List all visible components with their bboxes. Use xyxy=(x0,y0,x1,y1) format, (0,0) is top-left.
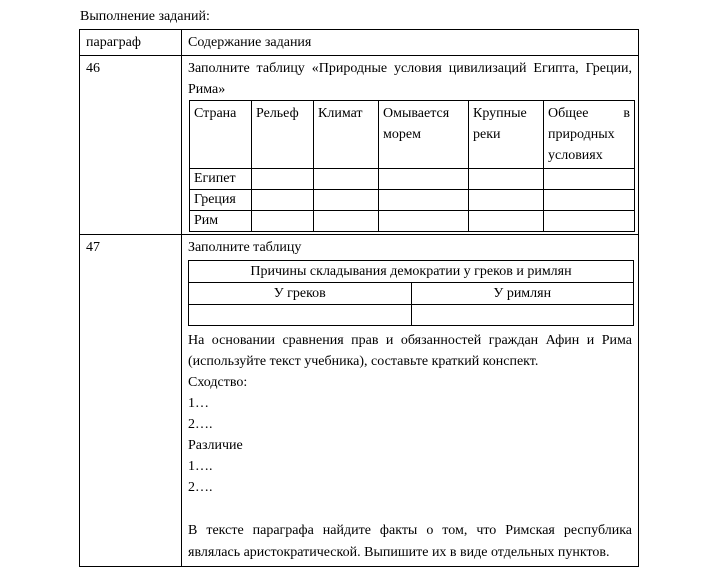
col-country: Страна xyxy=(190,101,252,169)
paragraph-number-46: 46 xyxy=(80,56,182,235)
democracy-table xyxy=(188,260,634,326)
col-romans: У римлян xyxy=(411,283,634,305)
country-row-greece xyxy=(190,190,635,211)
similarity-item: 1… xyxy=(188,396,209,411)
header-row xyxy=(80,30,639,56)
task-content-46 xyxy=(182,56,639,235)
cell[interactable] xyxy=(544,211,635,232)
democracy-title-row xyxy=(189,261,634,283)
cell[interactable] xyxy=(411,305,634,326)
cell[interactable] xyxy=(379,169,469,190)
cell[interactable] xyxy=(252,169,314,190)
democracy-table-title: Причины складывания демократии у греков и римлян xyxy=(189,261,634,283)
nature-conditions-table xyxy=(189,100,635,232)
cell[interactable] xyxy=(469,169,544,190)
cell[interactable] xyxy=(544,169,635,190)
similarity-label: Сходство: xyxy=(188,375,248,390)
task-47-paragraph-facts: В тексте параграфа найдите факты о том, что Римская республика являлась аристократической. Выпишите их в виде отдельных пунктов. xyxy=(188,523,632,560)
cell[interactable] xyxy=(252,190,314,211)
header-paragraph: параграф xyxy=(80,30,182,56)
similarity-item: 2…. xyxy=(188,417,213,432)
democracy-answer-row xyxy=(189,305,634,326)
col-common: Общее в природных условиях xyxy=(544,101,635,169)
page-heading: Выполнение заданий: xyxy=(80,9,210,24)
cell[interactable] xyxy=(314,190,379,211)
col-rivers: Крупные реки xyxy=(469,101,544,169)
assignments-table xyxy=(79,29,639,567)
country-rome: Рим xyxy=(190,211,252,232)
task-content-47 xyxy=(182,235,639,567)
task-row-46 xyxy=(80,56,639,235)
difference-item: 2…. xyxy=(188,480,213,495)
country-greece: Греция xyxy=(190,190,252,211)
header-content: Содержание задания xyxy=(182,30,639,56)
cell[interactable] xyxy=(379,190,469,211)
col-relief: Рельеф xyxy=(252,101,314,169)
country-row-egypt xyxy=(190,169,635,190)
col-greeks: У греков xyxy=(189,283,412,305)
country-egypt: Египет xyxy=(190,169,252,190)
cell[interactable] xyxy=(379,211,469,232)
blank-space xyxy=(188,498,632,520)
cell[interactable] xyxy=(314,211,379,232)
task-row-47 xyxy=(80,235,639,567)
cell[interactable] xyxy=(469,211,544,232)
cell[interactable] xyxy=(252,211,314,232)
nature-header-row xyxy=(190,101,635,169)
cell[interactable] xyxy=(544,190,635,211)
difference-item: 1…. xyxy=(188,459,213,474)
country-row-rome xyxy=(190,211,635,232)
cell[interactable] xyxy=(469,190,544,211)
col-sea: Омывается морем xyxy=(379,101,469,169)
democracy-header-row xyxy=(189,283,634,305)
task-46-instruction: Заполните таблицу «Природные условия цивилизаций Египта, Греции, Рима» xyxy=(188,61,632,97)
task-47-paragraph-compare: На основании сравнения прав и обязанностей граждан Афин и Рима (используйте текст учебника), составьте краткий конспект. xyxy=(188,333,632,369)
paragraph-number-47: 47 xyxy=(80,235,182,567)
task-47-instruction: Заполните таблицу xyxy=(188,240,302,255)
cell[interactable] xyxy=(189,305,412,326)
col-climate: Климат xyxy=(314,101,379,169)
difference-label: Различие xyxy=(188,438,243,453)
cell[interactable] xyxy=(314,169,379,190)
